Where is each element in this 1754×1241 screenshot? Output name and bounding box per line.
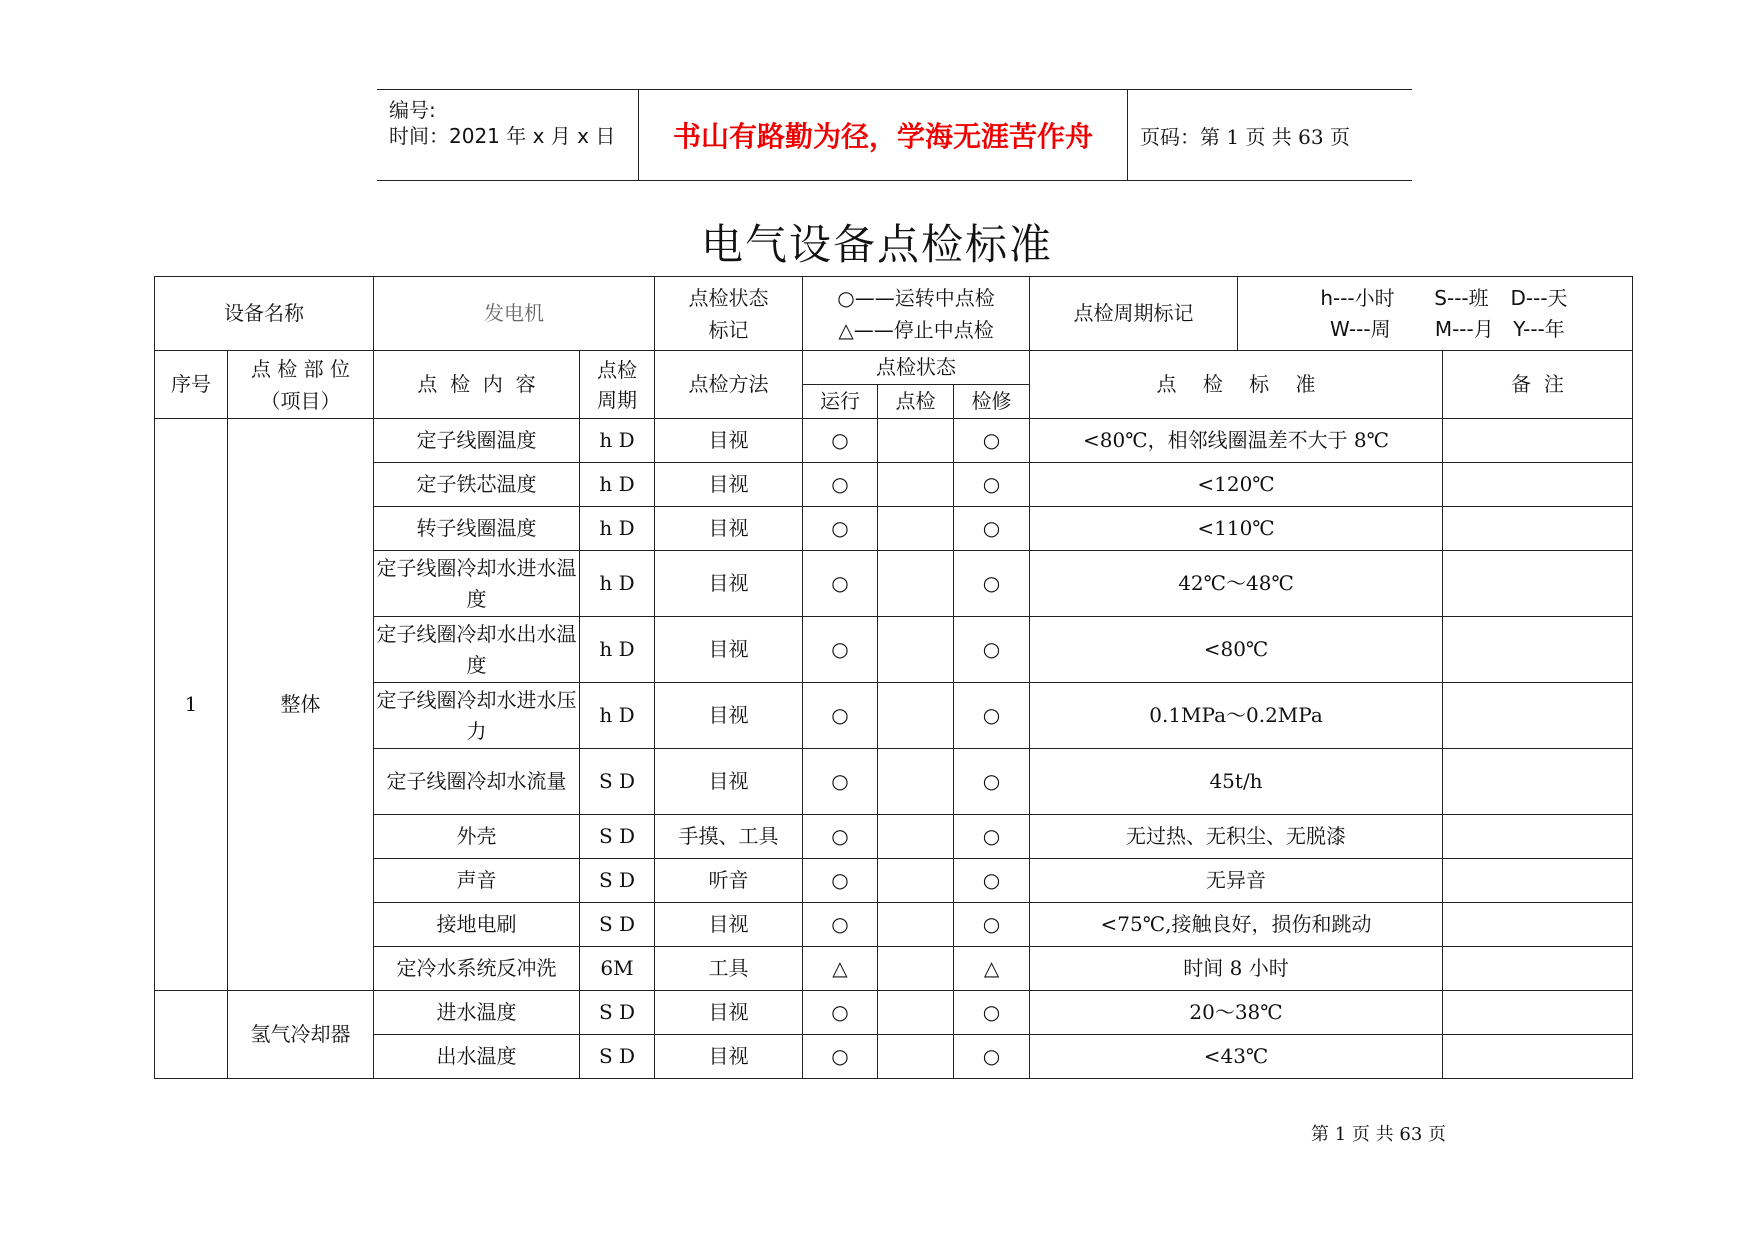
cycle-cell: S D	[580, 991, 655, 1035]
content-cell: 出水温度	[374, 1035, 580, 1079]
method-cell: 目视	[655, 749, 803, 815]
col-status: 点检状态	[803, 351, 1030, 385]
standard-cell: 时间 8 小时	[1030, 947, 1443, 991]
standard-cell: <75℃,接触良好，损伤和跳动	[1030, 903, 1443, 947]
content-cell: 定子线圈温度	[374, 419, 580, 463]
motto: 书山有路勤为径，学海无涯苦作舟	[639, 90, 1128, 180]
meta-row	[155, 277, 1633, 351]
standard-cell: <80℃，相邻线圈温差不大于 8℃	[1030, 419, 1443, 463]
col-part: 点 检 部 位（项目）	[228, 351, 374, 419]
status-check-cell	[878, 947, 954, 991]
status-run-cell: ○	[803, 815, 878, 859]
col-status-run: 运行	[803, 385, 878, 419]
column-header-row	[155, 351, 1633, 385]
content-cell: 外壳	[374, 815, 580, 859]
status-repair-cell: ○	[954, 683, 1030, 749]
table-row	[155, 1035, 1633, 1079]
document-header	[377, 89, 1412, 181]
status-check-cell	[878, 683, 954, 749]
status-repair-cell: ○	[954, 507, 1030, 551]
method-cell: 目视	[655, 1035, 803, 1079]
col-content: 点 检 内 容	[374, 351, 580, 419]
method-cell: 手摸、工具	[655, 815, 803, 859]
status-repair-cell: ○	[954, 617, 1030, 683]
status-check-cell	[878, 815, 954, 859]
status-mark-label: 点检状态标记	[655, 277, 803, 351]
page-footer: 第 1 页 共 63 页	[1311, 1124, 1446, 1145]
content-cell: 定子铁芯温度	[374, 463, 580, 507]
table-row	[155, 947, 1633, 991]
table-row	[155, 991, 1633, 1035]
remark-cell	[1443, 903, 1633, 947]
status-run-cell: ○	[803, 683, 878, 749]
cycle-cell: h D	[580, 419, 655, 463]
cycle-mark-label: 点检周期标记	[1030, 277, 1238, 351]
standard-cell: <110℃	[1030, 507, 1443, 551]
remark-cell	[1443, 859, 1633, 903]
status-run-cell: △	[803, 947, 878, 991]
table-row	[155, 507, 1633, 551]
method-cell: 目视	[655, 551, 803, 617]
status-run-cell: ○	[803, 903, 878, 947]
equipment-name: 发电机	[374, 277, 655, 351]
remark-cell	[1443, 749, 1633, 815]
remark-cell	[1443, 947, 1633, 991]
table-row	[155, 903, 1633, 947]
col-cycle: 点检周期	[580, 351, 655, 419]
cycle-mark-day: D---天	[1510, 285, 1568, 310]
standard-cell: 无过热、无积尘、无脱漆	[1030, 815, 1443, 859]
page-title: 电气设备点检标准	[700, 220, 1053, 269]
cycle-cell: S D	[580, 859, 655, 903]
remark-cell	[1443, 683, 1633, 749]
method-cell: 目视	[655, 683, 803, 749]
table-row	[155, 463, 1633, 507]
remark-cell	[1443, 815, 1633, 859]
cycle-cell: S D	[580, 749, 655, 815]
page-label: 页码：第 1 页 共 63 页	[1140, 124, 1350, 149]
status-check-cell	[878, 463, 954, 507]
remark-cell	[1443, 551, 1633, 617]
content-cell: 定子线圈冷却水出水温度	[374, 617, 580, 683]
standard-cell: 42℃～48℃	[1030, 551, 1443, 617]
table-row	[155, 551, 1633, 617]
status-check-cell	[878, 419, 954, 463]
cycle-cell: h D	[580, 617, 655, 683]
status-repair-cell: ○	[954, 419, 1030, 463]
status-repair-cell: ○	[954, 903, 1030, 947]
method-cell: 目视	[655, 463, 803, 507]
standard-cell: 45t/h	[1030, 749, 1443, 815]
status-mark-stopped: △——停止中点检	[838, 317, 994, 342]
remark-cell	[1443, 507, 1633, 551]
cycle-mark-year: Y---年	[1513, 316, 1565, 341]
cycle-mark-month: M---月	[1434, 316, 1494, 341]
method-cell: 目视	[655, 419, 803, 463]
cycle-cell: h D	[580, 551, 655, 617]
method-cell: 目视	[655, 617, 803, 683]
content-cell: 进水温度	[374, 991, 580, 1035]
status-run-cell: ○	[803, 463, 878, 507]
status-check-cell	[878, 749, 954, 815]
col-method: 点检方法	[655, 351, 803, 419]
status-run-cell: ○	[803, 551, 878, 617]
status-check-cell	[878, 507, 954, 551]
col-status-repair: 检修	[954, 385, 1030, 419]
method-cell: 目视	[655, 991, 803, 1035]
method-cell: 目视	[655, 507, 803, 551]
cycle-cell: h D	[580, 463, 655, 507]
status-run-cell: ○	[803, 1035, 878, 1079]
status-repair-cell: △	[954, 947, 1030, 991]
cycle-mark-hour: h---小时	[1320, 285, 1395, 310]
content-cell: 接地电刷	[374, 903, 580, 947]
cycle-cell: 6M	[580, 947, 655, 991]
table-row	[155, 749, 1633, 815]
standard-cell: <80℃	[1030, 617, 1443, 683]
content-cell: 声音	[374, 859, 580, 903]
method-cell: 听音	[655, 859, 803, 903]
status-check-cell	[878, 617, 954, 683]
cycle-mark-legend	[1238, 277, 1633, 351]
inspection-table	[154, 276, 1633, 1079]
status-repair-cell: ○	[954, 815, 1030, 859]
status-run-cell: ○	[803, 617, 878, 683]
seq-cell: 1	[155, 419, 228, 991]
remark-cell	[1443, 1035, 1633, 1079]
status-repair-cell: ○	[954, 991, 1030, 1035]
col-remark: 备 注	[1443, 351, 1633, 419]
standard-cell: 0.1MPa～0.2MPa	[1030, 683, 1443, 749]
status-check-cell	[878, 991, 954, 1035]
part-cell: 氢气冷却器	[228, 991, 374, 1079]
header-info-cell	[377, 90, 639, 180]
cycle-cell: S D	[580, 903, 655, 947]
status-repair-cell: ○	[954, 551, 1030, 617]
status-run-cell: ○	[803, 749, 878, 815]
remark-cell	[1443, 991, 1633, 1035]
status-repair-cell: ○	[954, 749, 1030, 815]
cycle-cell: S D	[580, 1035, 655, 1079]
content-cell: 定子线圈冷却水进水温度	[374, 551, 580, 617]
table-row	[155, 815, 1633, 859]
standard-cell: <120℃	[1030, 463, 1443, 507]
cycle-cell: S D	[580, 815, 655, 859]
method-cell: 目视	[655, 903, 803, 947]
equipment-name-label: 设备名称	[155, 277, 374, 351]
table-row	[155, 419, 1633, 463]
status-run-cell: ○	[803, 991, 878, 1035]
content-cell: 定子线圈冷却水流量	[374, 749, 580, 815]
content-cell: 定冷水系统反冲洗	[374, 947, 580, 991]
remark-cell	[1443, 463, 1633, 507]
standard-cell: 20～38℃	[1030, 991, 1443, 1035]
status-run-cell: ○	[803, 507, 878, 551]
status-mark-legend	[803, 277, 1030, 351]
time-label: 时间：2021 年 x 月 x 日	[389, 124, 616, 148]
cycle-mark-week: W---周	[1329, 316, 1391, 341]
table-row	[155, 617, 1633, 683]
status-check-cell	[878, 859, 954, 903]
remark-cell	[1443, 617, 1633, 683]
status-repair-cell: ○	[954, 859, 1030, 903]
content-cell: 转子线圈温度	[374, 507, 580, 551]
status-run-cell: ○	[803, 859, 878, 903]
cycle-cell: h D	[580, 683, 655, 749]
col-status-check: 点检	[878, 385, 954, 419]
status-check-cell	[878, 551, 954, 617]
status-repair-cell: ○	[954, 463, 1030, 507]
standard-cell: <43℃	[1030, 1035, 1443, 1079]
cycle-mark-shift: S---班	[1434, 285, 1489, 310]
standard-cell: 无异音	[1030, 859, 1443, 903]
table-row	[155, 859, 1633, 903]
method-cell: 工具	[655, 947, 803, 991]
status-check-cell	[878, 1035, 954, 1079]
status-mark-running: ○——运转中点检	[837, 285, 995, 310]
status-run-cell: ○	[803, 419, 878, 463]
cycle-cell: h D	[580, 507, 655, 551]
content-cell: 定子线圈冷却水进水压力	[374, 683, 580, 749]
part-cell: 整体	[228, 419, 374, 991]
remark-cell	[1443, 419, 1633, 463]
code-label: 编号:	[389, 98, 436, 122]
table-row	[155, 683, 1633, 749]
col-standard: 点 检 标 准	[1030, 351, 1443, 419]
col-seq: 序号	[155, 351, 228, 419]
status-check-cell	[878, 903, 954, 947]
status-repair-cell: ○	[954, 1035, 1030, 1079]
seq-cell	[155, 991, 228, 1079]
